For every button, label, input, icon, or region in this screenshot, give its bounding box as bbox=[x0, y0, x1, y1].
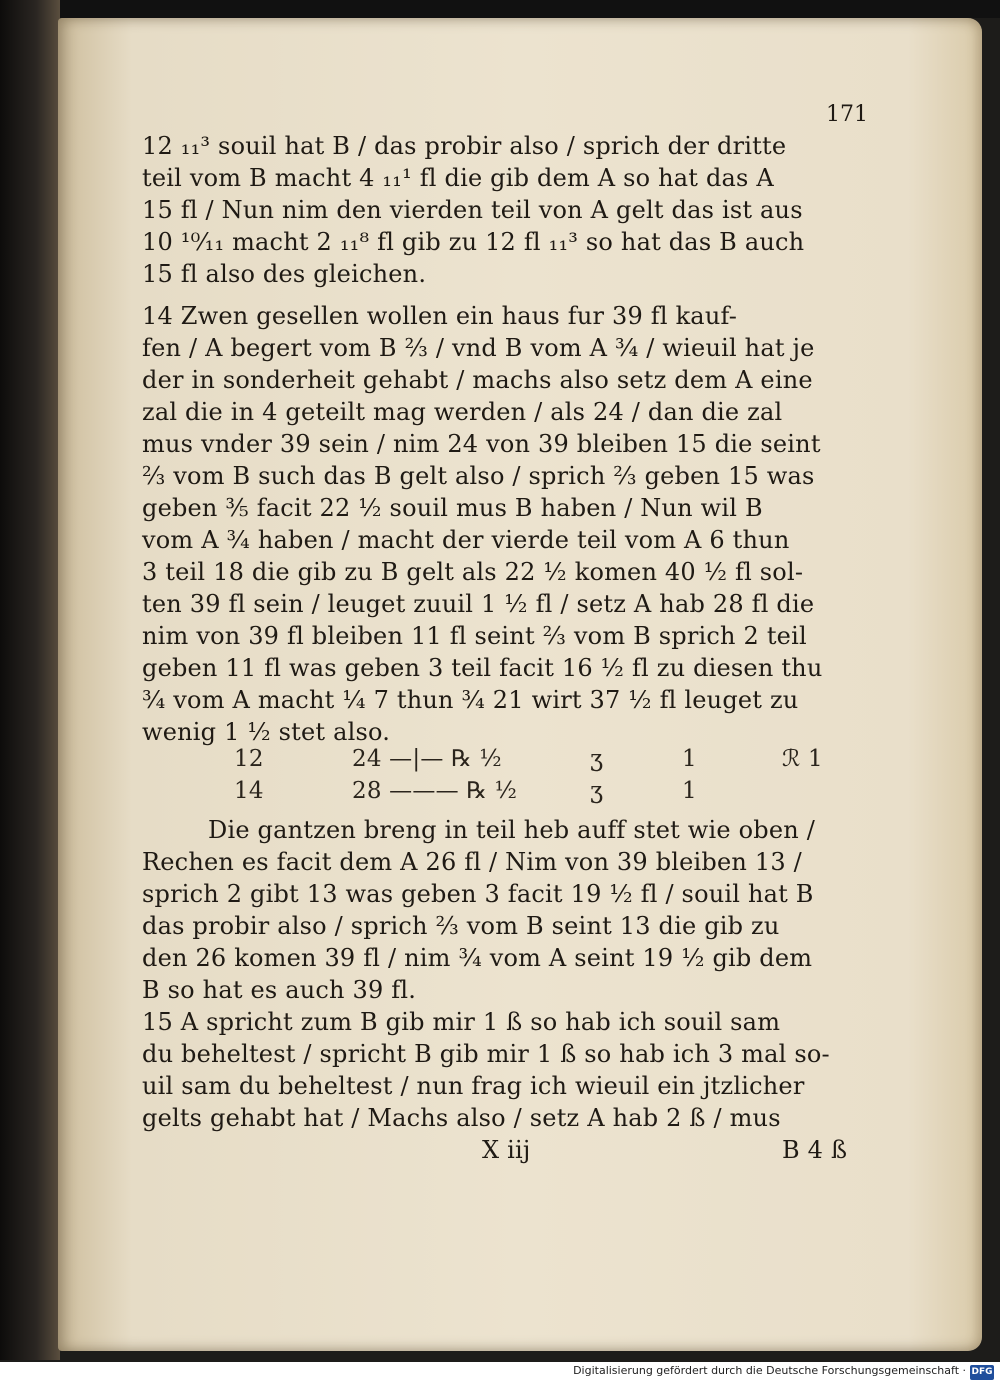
text-line: 12 ₁₁³ souil hat B / das probir also / sprich der dritte bbox=[142, 132, 787, 160]
text-line: B so hat es auch 39 fl. bbox=[142, 976, 417, 1004]
text-line: 3 teil 18 die gib zu B gelt als 22 ½ komen 40 ½ fl sol- bbox=[142, 558, 804, 586]
text-line: Die gantzen breng in teil heb auff stet wie oben / bbox=[208, 816, 816, 844]
text-line: Rechen es facit dem A 26 fl / Nim von 39 bleiben 13 / bbox=[142, 848, 802, 876]
catchword: B 4 ß bbox=[782, 1136, 848, 1164]
footer-credit: Digitalisierung gefördert durch die Deutsche Forschungsgemeinschaft · bbox=[573, 1364, 966, 1377]
dfg-logo-icon: DFG bbox=[970, 1365, 994, 1380]
book-spine bbox=[0, 0, 60, 1360]
text-line: sprich 2 gibt 13 was geben 3 facit 19 ½ fl / souil hat B bbox=[142, 880, 814, 908]
table-cell: 1 bbox=[682, 746, 697, 772]
footer-bar bbox=[0, 1362, 1000, 1384]
signature-mark: X iij bbox=[482, 1136, 531, 1164]
table-cell: 1 bbox=[682, 778, 697, 804]
text-line: den 26 komen 39 fl / nim ¾ vom A seint 19 ½ gib dem bbox=[142, 944, 813, 972]
text-line: uil sam du beheltest / nun frag ich wieuil ein jtzlicher bbox=[142, 1072, 805, 1100]
text-line: geben ⅗ facit 22 ½ souil mus B haben / Nun wil B bbox=[142, 494, 763, 522]
text-line: fen / A begert vom B ⅔ / vnd B vom A ¾ / wieuil hat je bbox=[142, 334, 815, 362]
text-line: das probir also / sprich ⅔ vom B seint 13 die gib zu bbox=[142, 912, 780, 940]
table-cell: 28 ——— ℞ ½ bbox=[352, 778, 518, 804]
table-cell: ʒ bbox=[590, 746, 604, 772]
table-cell: 24 —|— ℞ ½ bbox=[352, 746, 502, 772]
text-line: 15 fl also des gleichen. bbox=[142, 260, 427, 288]
text-line: zal die in 4 geteilt mag werden / als 24 / dan die zal bbox=[142, 398, 783, 426]
book-page bbox=[58, 18, 982, 1351]
text-line: geben 11 fl was geben 3 teil facit 16 ½ fl zu diesen thu bbox=[142, 654, 823, 682]
table-cell: ʒ bbox=[590, 778, 604, 804]
text-line: ten 39 fl sein / leuget zuuil 1 ½ fl / setz A hab 28 fl die bbox=[142, 590, 815, 618]
scan-top-edge bbox=[0, 0, 1000, 18]
text-line: teil vom B macht 4 ₁₁¹ fl die gib dem A so hat das A bbox=[142, 164, 774, 192]
text-line: vom A ¾ haben / macht der vierde teil vom A 6 thun bbox=[142, 526, 790, 554]
text-line: mus vnder 39 sein / nim 24 von 39 bleiben 15 die seint bbox=[142, 430, 821, 458]
text-line: ⅔ vom B such das B gelt also / sprich ⅔ geben 15 was bbox=[142, 462, 815, 490]
text-line: 14 Zwen gesellen wollen ein haus fur 39 fl kauf- bbox=[142, 302, 738, 330]
text-line: nim von 39 fl bleiben 11 fl seint ⅔ vom B sprich 2 teil bbox=[142, 622, 807, 650]
text-line: 10 ¹⁰⁄₁₁ macht 2 ₁₁⁸ fl gib zu 12 fl ₁₁³ so hat das B auch bbox=[142, 228, 805, 256]
text-line: du beheltest / spricht B gib mir 1 ß so hab ich 3 mal so- bbox=[142, 1040, 830, 1068]
page-number: 171 bbox=[826, 102, 868, 127]
text-line: wenig 1 ½ stet also. bbox=[142, 718, 391, 746]
table-cell: ℛ 1 bbox=[782, 746, 823, 772]
table-cell: 14 bbox=[234, 778, 264, 804]
text-line: ¾ vom A macht ¼ 7 thun ¾ 21 wirt 37 ½ fl leuget zu bbox=[142, 686, 799, 714]
text-line: gelts gehabt hat / Machs also / setz A hab 2 ß / mus bbox=[142, 1104, 781, 1132]
table-cell: 12 bbox=[234, 746, 264, 772]
text-line: der in sonderheit gehabt / machs also setz dem A eine bbox=[142, 366, 813, 394]
text-line: 15 fl / Nun nim den vierden teil von A gelt das ist aus bbox=[142, 196, 803, 224]
text-line: 15 A spricht zum B gib mir 1 ß so hab ich souil sam bbox=[142, 1008, 781, 1036]
